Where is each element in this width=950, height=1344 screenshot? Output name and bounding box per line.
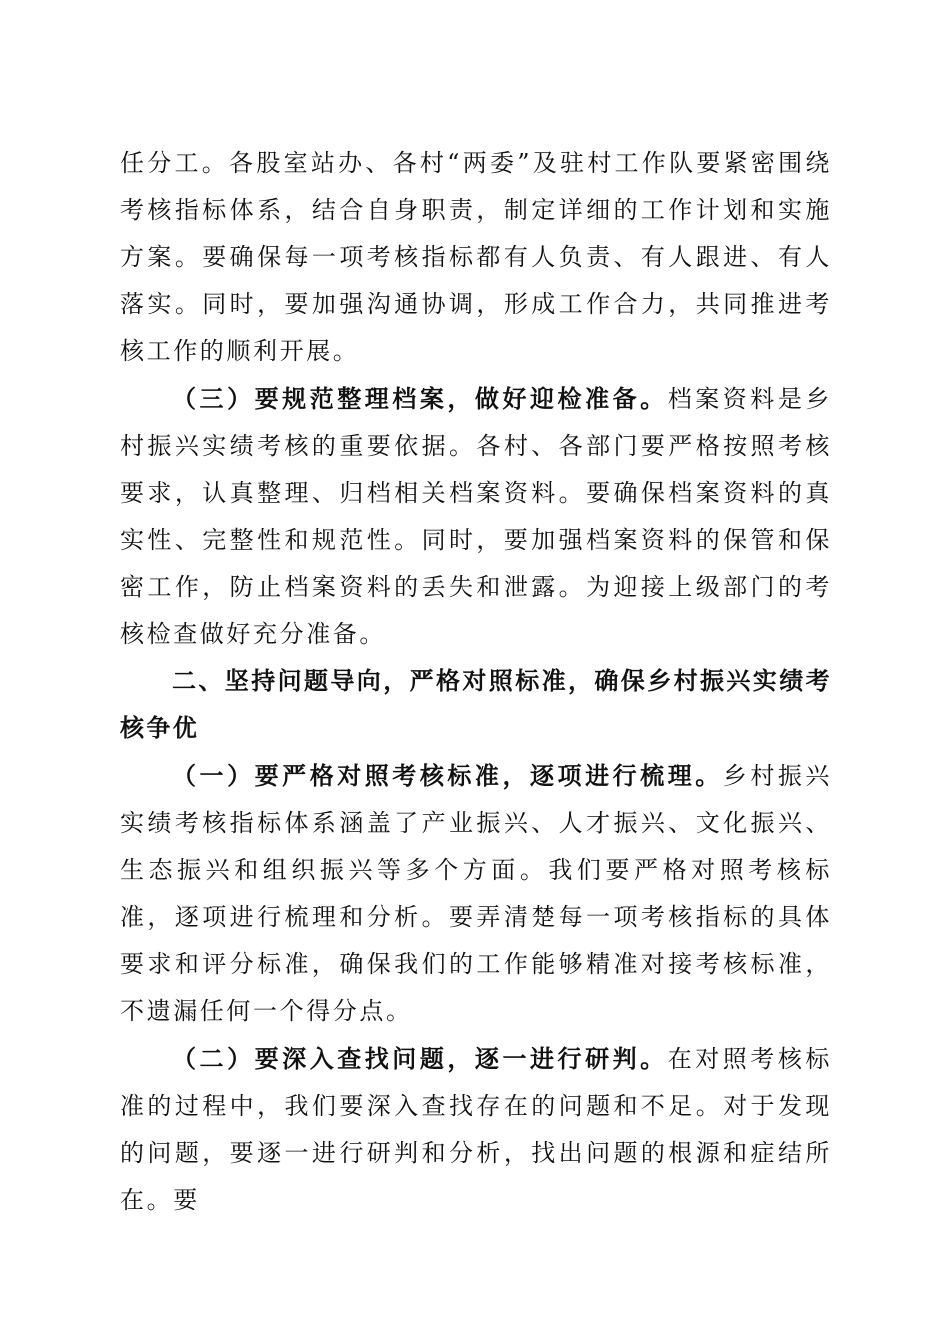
paragraph-body: 档案资料是乡村振兴实绩考核的重要依据。各村、各部门要严格按照考核要求，认真整理、归档相关档案资料。要确保档案资料的真实性、完整性和规范性。同时，要加强档案资料的保管和保密工作，防止档案资料的丢失和泄露。为迎接上级部门的考核检查做好充分准备。 bbox=[120, 385, 832, 648]
paragraph-body: 乡村振兴实绩考核指标体系涵盖了产业振兴、人才振兴、文化振兴、生态振兴和组织振兴等多个方面。我们要严格对照考核标准，逐项进行梳理和分析。要弄清楚每一项考核指标的具体要求和评分标准，确保我们的工作能够精准对接考核标准，不遗漏任何一个得分点。 bbox=[120, 762, 832, 1025]
paragraph-standards-review bbox=[120, 752, 832, 1035]
section-heading: 二、坚持问题导向，严格对照标准，确保乡村振兴实绩考核争优 bbox=[120, 667, 832, 742]
subsection-heading: （一）要严格对照考核标准，逐项进行梳理。 bbox=[172, 761, 723, 790]
subsection-heading: （二）要深入查找问题，逐一进行研判。 bbox=[172, 1044, 668, 1073]
document-page bbox=[120, 140, 832, 1224]
subsection-heading: （三）要规范整理档案，做好迎检准备。 bbox=[172, 384, 668, 413]
paragraph-archive-preparation bbox=[120, 375, 832, 658]
paragraph-continuation bbox=[120, 140, 832, 375]
paragraph-body: 任分工。各股室站办、各村“两委”及驻村工作队要紧密围绕考核指标体系，结合自身职责，制定详细的工作计划和实施方案。要确保每一项考核指标都有人负责、有人跟进、有人落实。同时，要加强沟通协调，形成工作合力，共同推进考核工作的顺利开展。 bbox=[120, 149, 832, 365]
paragraph-body: 在对照考核标准的过程中，我们要深入查找存在的问题和不足。对于发现的问题，要逐一进行研判和分析，找出问题的根源和症结所在。要 bbox=[120, 1045, 832, 1214]
paragraph-problem-analysis bbox=[120, 1035, 832, 1224]
